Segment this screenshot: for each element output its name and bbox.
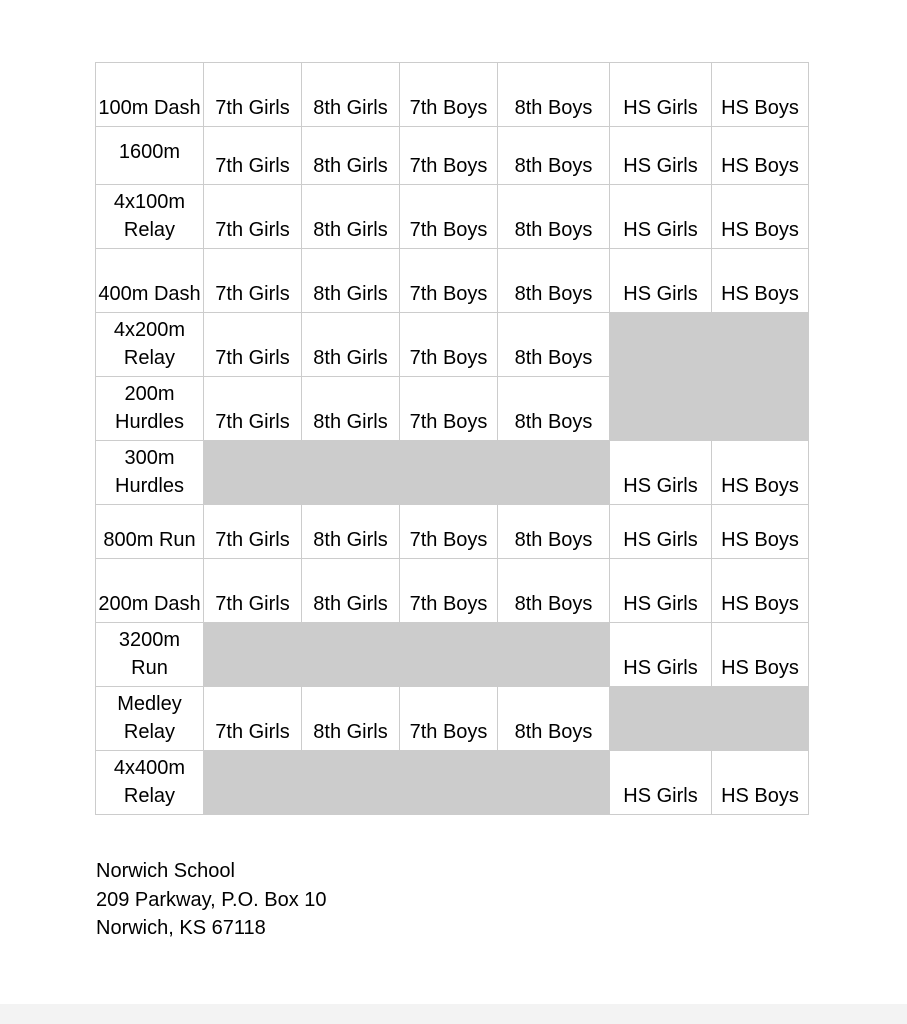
eighth-girls-cell: 8th Girls — [302, 559, 400, 623]
table-row — [96, 127, 809, 185]
eighth-boys-cell: 8th Boys — [498, 63, 610, 127]
eighth-boys-cell: 8th Boys — [498, 313, 610, 377]
eighth-boys-cell: 8th Boys — [498, 185, 610, 249]
seventh-boys-cell: 7th Boys — [400, 185, 498, 249]
table-row — [96, 505, 809, 559]
hs-boys-cell: HS Boys — [712, 559, 809, 623]
seventh-boys-cell: 7th Boys — [400, 249, 498, 313]
table-row — [96, 441, 809, 505]
seventh-girls-cell: 7th Girls — [204, 505, 302, 559]
page-bottom-edge — [0, 1004, 907, 1024]
hs-boys-cell: HS Boys — [712, 63, 809, 127]
event-name-cell: 4x200m Relay — [96, 313, 204, 377]
blank-cell — [610, 687, 809, 751]
eighth-girls-cell: 8th Girls — [302, 249, 400, 313]
table-row — [96, 559, 809, 623]
event-name-cell: 1600m — [96, 127, 204, 185]
hs-boys-cell: HS Boys — [712, 623, 809, 687]
seventh-girls-cell: 7th Girls — [204, 127, 302, 185]
hs-girls-cell: HS Girls — [610, 441, 712, 505]
event-name-cell: 300m Hurdles — [96, 441, 204, 505]
eighth-boys-cell: 8th Boys — [498, 377, 610, 441]
table-row — [96, 185, 809, 249]
blank-cell — [610, 313, 809, 441]
seventh-boys-cell: 7th Boys — [400, 127, 498, 185]
hs-boys-cell: HS Boys — [712, 127, 809, 185]
eighth-girls-cell: 8th Girls — [302, 687, 400, 751]
blank-cell — [204, 751, 610, 815]
hs-girls-cell: HS Girls — [610, 505, 712, 559]
hs-boys-cell: HS Boys — [712, 441, 809, 505]
event-schedule-table — [95, 62, 809, 815]
table-row — [96, 249, 809, 313]
event-name-cell: 800m Run — [96, 505, 204, 559]
table-row — [96, 63, 809, 127]
seventh-girls-cell: 7th Girls — [204, 63, 302, 127]
eighth-boys-cell: 8th Boys — [498, 249, 610, 313]
event-name-cell: 4x400m Relay — [96, 751, 204, 815]
hs-girls-cell: HS Girls — [610, 559, 712, 623]
eighth-boys-cell: 8th Boys — [498, 559, 610, 623]
event-name-cell: 4x100m Relay — [96, 185, 204, 249]
eighth-girls-cell: 8th Girls — [302, 505, 400, 559]
city-state-zip: Norwich, KS 67118 — [96, 917, 266, 939]
eighth-boys-cell: 8th Boys — [498, 687, 610, 751]
blank-cell — [204, 623, 610, 687]
hs-girls-cell: HS Girls — [610, 63, 712, 127]
table-row — [96, 751, 809, 815]
seventh-girls-cell: 7th Girls — [204, 559, 302, 623]
hs-girls-cell: HS Girls — [610, 751, 712, 815]
event-name-cell: 100m Dash — [96, 63, 204, 127]
event-name-cell: 400m Dash — [96, 249, 204, 313]
hs-boys-cell: HS Boys — [712, 185, 809, 249]
eighth-girls-cell: 8th Girls — [302, 313, 400, 377]
seventh-girls-cell: 7th Girls — [204, 249, 302, 313]
eighth-girls-cell: 8th Girls — [302, 127, 400, 185]
eighth-girls-cell: 8th Girls — [302, 185, 400, 249]
hs-girls-cell: HS Girls — [610, 127, 712, 185]
street-address: 209 Parkway, P.O. Box 10 — [96, 888, 327, 911]
event-name-cell: Medley Relay — [96, 687, 204, 751]
hs-boys-cell: HS Boys — [712, 505, 809, 559]
hs-boys-cell: HS Boys — [712, 249, 809, 313]
eighth-girls-cell: 8th Girls — [302, 63, 400, 127]
hs-girls-cell: HS Girls — [610, 185, 712, 249]
seventh-girls-cell: 7th Girls — [204, 313, 302, 377]
seventh-girls-cell: 7th Girls — [204, 687, 302, 751]
blank-cell — [204, 441, 610, 505]
event-name-cell: 200m Dash — [96, 559, 204, 623]
seventh-boys-cell: 7th Boys — [400, 505, 498, 559]
seventh-boys-cell: 7th Boys — [400, 377, 498, 441]
hs-girls-cell: HS Girls — [610, 623, 712, 687]
seventh-boys-cell: 7th Boys — [400, 687, 498, 751]
table-row — [96, 313, 809, 377]
school-name: Norwich School — [96, 860, 235, 882]
table-row — [96, 687, 809, 751]
eighth-girls-cell: 8th Girls — [302, 377, 400, 441]
hs-girls-cell: HS Girls — [610, 249, 712, 313]
table-row — [96, 623, 809, 687]
school-address — [96, 857, 327, 943]
seventh-girls-cell: 7th Girls — [204, 185, 302, 249]
eighth-boys-cell: 8th Boys — [498, 505, 610, 559]
event-name-cell: 200m Hurdles — [96, 377, 204, 441]
seventh-girls-cell: 7th Girls — [204, 377, 302, 441]
seventh-boys-cell: 7th Boys — [400, 313, 498, 377]
eighth-boys-cell: 8th Boys — [498, 127, 610, 185]
hs-boys-cell: HS Boys — [712, 751, 809, 815]
seventh-boys-cell: 7th Boys — [400, 63, 498, 127]
seventh-boys-cell: 7th Boys — [400, 559, 498, 623]
event-name-cell: 3200m Run — [96, 623, 204, 687]
